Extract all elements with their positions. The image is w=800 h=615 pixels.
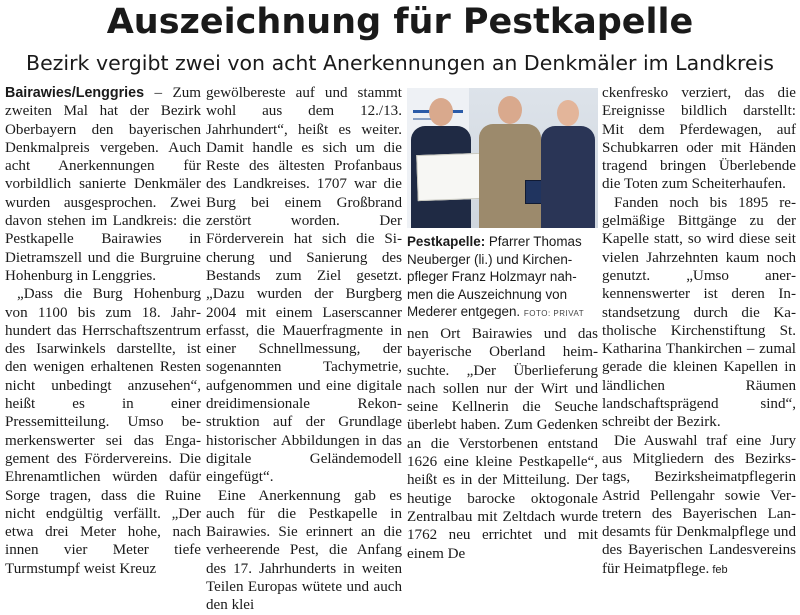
person-right bbox=[541, 100, 595, 228]
photo-credit: FOTO: PRIVAT bbox=[523, 309, 585, 319]
award-certificate bbox=[416, 153, 482, 201]
paragraph: nen Ort Bairawies und das bayerische Oberland heimsuchte. „Der Überlieferung nach sollen nur der Wirt und seine Kellnerin die Seuche überlebt haben. Zum Gedenken an die Verstorbenen entstand 1626 eine kleine Pestkapelle“, heißt es in der Mitteilung. Der heutige barocke oktogonale Zentralbau mit Zeltdach wurde 1762 neu errichtet und mit einem De bbox=[407, 326, 598, 562]
caption-text: Pfarrer Thomas Neuberger (li.) und Kirchenpfleger Franz Holzmayr nahmen die Auszeichnung von Mederer entgegen. bbox=[407, 234, 582, 320]
article-headline: Auszeichnung für Pestkapelle bbox=[106, 2, 694, 42]
paragraph: gewölbereste auf und stammt wohl aus dem 12./13. Jahrhundert“, heißt es weiter. Damit handle es sich um die Reste des ältesten Profanbaus des Landkreises. 1707 war die Burg bei einem Großbrand zerstört worden. Der Förderverein hat sich die Sicherung und Sanierung des Bestands zum Ziel gesetzt. „Dazu wurden der Burgberg 2004 mit einem Laserscanner erfasst, die Mauerfragmente in einer Schnellmessung, der sogenannten Tachymetrie, aufgenommen und eine digitale dreidimensionale Rekonstruktion auf der Grundlage historischer Abbildungen in das digitale Geländemodell eingefügt“. bbox=[206, 85, 402, 486]
caption-lead: Pestkapelle: bbox=[407, 234, 486, 249]
paragraph: Die Auswahl traf eine Jury aus Mitgliedern des Bezirkstags, Bezirksheimatpflegerin Astrid Pellengahr sowie Vertretern des Bayerischen Landesamts für Denkmalpflege und des Bayerischen Landesvereins für Heimatpflege. feb bbox=[602, 432, 796, 577]
paragraph: Fanden noch bis 1895 regelmäßige Bittgänge zu der Kapelle statt, so wird diese seit vielen Jahrzehnten kaum noch genutzt. „Umso anerkennenswerter ist deren Instandsetzung durch die Katholische Kirchenstiftung St. Katharina Thankirchen – zumal gerade die kleinen Kapellen in ländlichen Räumen landschaftsprägend sind“, schreibt der Bezirk. bbox=[602, 194, 796, 431]
person-center-head bbox=[498, 96, 522, 124]
paragraph: „Dass die Burg Hohenburg von 1100 bis zum 18. Jahrhundert das Herrschaftszentrum des Isarwinkels darstellte, ist den wenigen erhaltenen Resten nicht unbedingt anzusehen“, heißt es in einer Pressemitteilung. Umso bemerkenswerter sei das Engagement des Fördervereins. Die Ehrenamtlichen würden dafür Sorge tragen, dass die Ruine nicht endgültig verfällt. „Der etwa drei Meter hohe, nach innen vier Meter tiefe Turmstumpf weist Kreuz bbox=[5, 286, 201, 577]
person-right-body bbox=[541, 126, 595, 228]
person-left-head bbox=[429, 98, 453, 126]
dateline: Bairawies/Lenggries bbox=[5, 85, 145, 101]
paragraph: ckenfresko verziert, das die Ereignisse bildlich darstellt: Mit dem Pferdewagen, auf Schubkarren oder mit Händen tragend bringen Überlebende die Toten zum Scheiterhaufen. bbox=[602, 85, 796, 193]
paragraph-text: – Zum zweiten Mal hat der Bezirk Oberbayern den bayerischen Denkmalpreis vergeben. Auch acht Anerkennungen für vorbildlich sanierte Denkmäler wurden ausgesprochen. Zwei davon stehen im Landkreis: die Pestkapelle Bairawies in Dietramszell und die Burgruine Hohenburg in Lenggries. bbox=[5, 85, 201, 284]
person-right-head bbox=[557, 100, 579, 126]
person-center bbox=[479, 96, 541, 228]
text-column-2 bbox=[206, 84, 402, 614]
article-subheadline: Bezirk vergibt zwei von acht Anerkennungen an Denkmäler im Landkreis bbox=[26, 51, 774, 75]
paragraph bbox=[5, 84, 201, 285]
photo-caption bbox=[407, 233, 598, 323]
text-column-1 bbox=[5, 84, 201, 577]
text-column-4 bbox=[602, 84, 796, 577]
award-photo bbox=[407, 88, 598, 228]
paragraph: Eine Anerkennung gab es auch für die Pestkapelle in Bairawies. Sie erinnert an die verheerende Pest, die Anfang des 17. Jahrhunderts in weiten Teilen Europas wütete und auch den klei bbox=[206, 487, 402, 614]
person-center-body bbox=[479, 124, 541, 228]
text-column-3 bbox=[407, 325, 598, 562]
author-initials: feb bbox=[709, 563, 728, 576]
